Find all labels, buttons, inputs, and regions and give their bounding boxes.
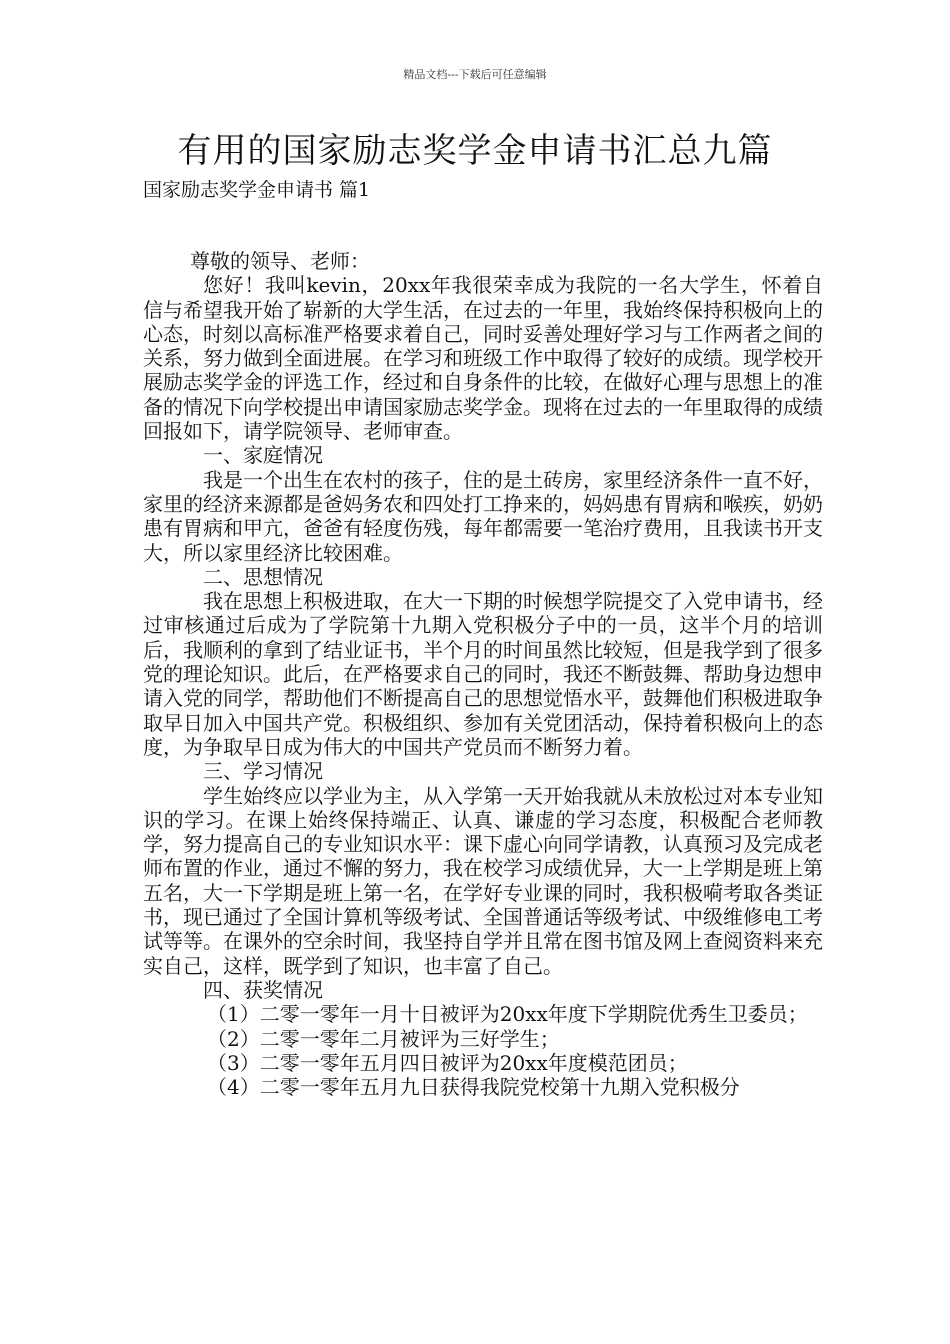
award-item: （1）二零一零年一月十日被评为20xx年度下学期院优秀生卫委员；	[207, 1002, 808, 1027]
award-item: （3）二零一零年五月四日被评为20xx年度模范团员；	[207, 1050, 688, 1075]
award-item: （4）二零一零年五月九日获得我院党校第十九期入党积极分	[207, 1075, 740, 1100]
document-title: 有用的国家励志奖学金申请书汇总九篇	[177, 131, 773, 171]
salutation: 尊敬的领导、老师：	[190, 249, 370, 273]
intro-paragraph: 您好！我叫kevin，20xx年我很荣幸成为我院的一名大学生，怀着自信与希望我开始了崭新的大学生活，在过去的一年里，我始终保持积极向上的心态，时刻以高标准严格要求着自己，同时妥善处理好学习与工作两者之间的关系，努力做到全面进展。在学习和班级工作中取得了较好的成绩。现学校开展励志奖学金的评选工作，经过和自身条件的比较，在做好心理与思想上的准备的情况下向学校提出申请国家励志奖学金。现将在过去的一年里取得的成绩回报如下，请学院领导、老师审查。	[143, 273, 823, 444]
page-header: 精品文档---下载后可任意编辑	[403, 68, 547, 81]
section-text-family: 我是一个出生在农村的孩子，住的是土砖房，家里经济条件一直不好，家里的经济来源都是爸妈务农和四处打工挣来的，妈妈患有胃病和喉疾，奶奶患有胃病和甲亢，爸爸有轻度伤残，每年都需要一笔治疗费用，且我读书开支大，所以家里经济比较困难。	[143, 467, 823, 565]
award-item: （2）二零一零年二月被评为三好学生；	[207, 1026, 560, 1051]
section-heading-thought: 二、思想情况	[203, 564, 323, 589]
section-text-thought: 我在思想上积极进取，在大一下期的时候想学院提交了入党申请书，经过审核通过后成为了学院第十九期入党积极分子中的一员，这半个月的培训后，我顺利的拿到了结业证书，半个月的时间虽然比较短，但是我学到了很多党的理论知识。此后，在严格要求自己的同时，我还不断鼓舞、帮助身边想申请入党的同学，帮助他们不断提高自己的思想觉悟水平，鼓舞他们积极进取争取早日加入中国共产党。积极组织、参加有关党团活动，保持着积极向上的态度，为争取早日成为伟大的中国共产党员而不断努力着。	[143, 589, 823, 759]
section-heading-family: 一、家庭情况	[203, 443, 323, 468]
section-text-study: 学生始终应以学业为主，从入学第一天开始我就从未放松过对本专业知识的学习。在课上始终保持端正、认真、谦虚的学习态度，积极配合老师教学，努力提高自己的专业知识水平：课下虚心向同学请教，认真预习及完成老师布置的作业，通过不懈的努力，我在校学习成绩优异，大一上学期是班上第五名，大一下学期是班上第一名，在学好专业课的同时，我积极嗬考取各类证书，现已通过了全国计算机等级考试、全国普通话等级考试、中级维修电工考试等等。在课外的空余时间，我坚持自学并且常在图书馆及网上查阅资料来充实自己，这样，既学到了知识，也丰富了自己。	[143, 783, 823, 978]
document-subtitle: 国家励志奖学金申请书 篇1	[143, 179, 371, 201]
section-heading-study: 三、学习情况	[203, 759, 323, 784]
letter-body	[143, 249, 823, 1099]
section-heading-awards: 四、获奖情况	[203, 977, 323, 1002]
